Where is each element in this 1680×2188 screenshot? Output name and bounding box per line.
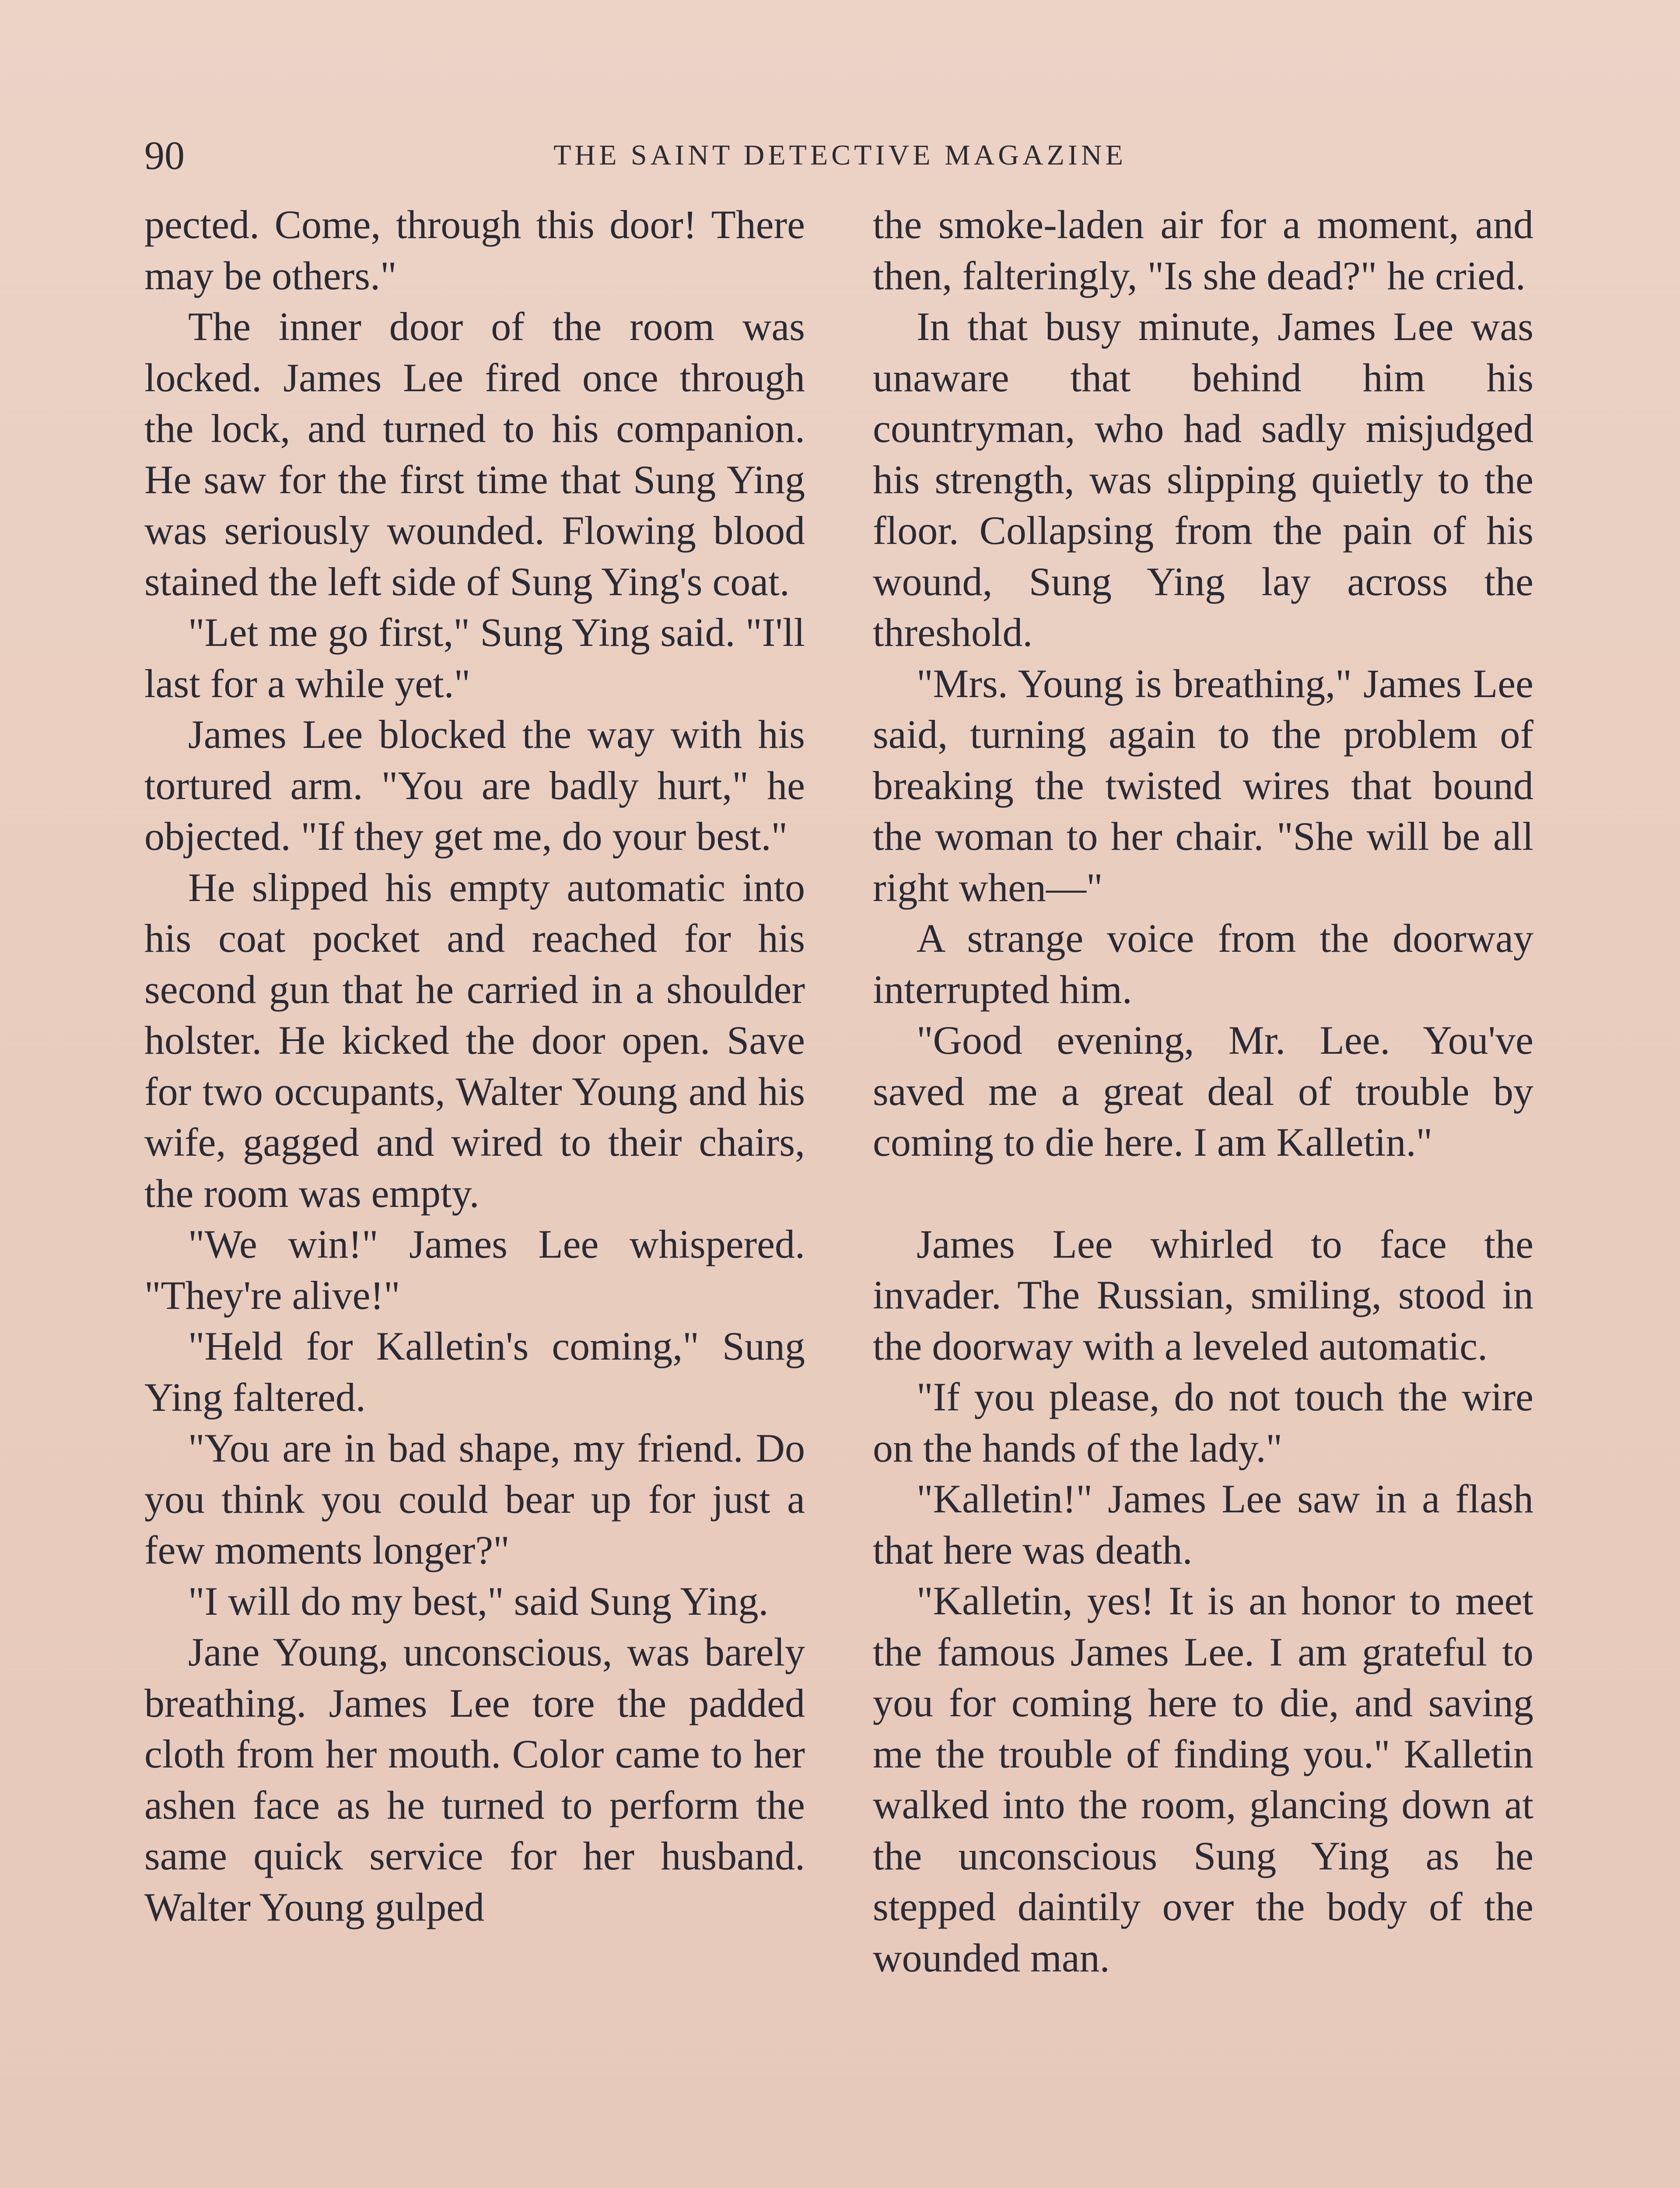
- page-header: [144, 131, 1536, 179]
- paragraph: James Lee blocked the way with his tortured arm. "You are badly hurt," he objected. "If they get me, do your best.": [144, 712, 805, 859]
- paragraph: the smoke-laden air for a moment, and then, falteringly, "Is she dead?" he cried.: [873, 202, 1533, 298]
- left-column: [144, 199, 805, 1932]
- paragraph: "You are in bad shape, my friend. Do you think you could bear up for just a few moments longer?": [144, 1426, 805, 1572]
- paragraph: "Let me go first," Sung Ying said. "I'll last for a while yet.": [144, 610, 805, 706]
- page-number: 90: [144, 133, 185, 178]
- paragraph: "I will do my best," said Sung Ying.: [188, 1578, 769, 1623]
- paragraph: In that busy minute, James Lee was unaware that behind him his countryman, who had sadly misjudged his strength, was slipping quietly to the floor. Collapsing from the pain of his wound, Sung Ying lay across the threshold.: [873, 304, 1533, 655]
- paragraph: "Kalletin, yes! It is an honor to meet the famous James Lee. I am grateful to you for coming here to die, and saving me the trouble of finding you." Kalletin walked into the room, glancing down at the unconscious Sung Ying as he stepped daintily over the body of the wounded man.: [873, 1578, 1533, 1980]
- paragraph: pected. Come, through this door! There may be others.": [144, 202, 805, 298]
- paragraph: "Mrs. Young is breathing," James Lee said, turning again to the problem of breaking the twisted wires that bound the woman to her chair. "She will be all right when—": [873, 661, 1533, 910]
- right-column: [873, 199, 1533, 1983]
- running-head: THE SAINT DETECTIVE MAGAZINE: [553, 139, 1127, 171]
- paragraph: Jane Young, unconscious, was barely breathing. James Lee tore the padded cloth from her mouth. Color came to her ashen face as he turned to perform the same quick service for her husband. Walter Young gulped: [144, 1630, 805, 1929]
- paragraph: "Good evening, Mr. Lee. You've saved me a great deal of trouble by coming to die here. I am Kalletin.": [873, 1018, 1533, 1164]
- paragraph: "We win!" James Lee whispered. "They're alive!": [144, 1222, 805, 1318]
- paragraph: A strange voice from the doorway interrupted him.: [873, 916, 1533, 1012]
- paragraph: "Kalletin!" James Lee saw in a flash that here was death.: [873, 1476, 1533, 1572]
- paragraph: "If you please, do not touch the wire on the hands of the lady.": [873, 1375, 1533, 1470]
- paragraph: "Held for Kalletin's coming," Sung Ying faltered.: [144, 1324, 805, 1420]
- paragraph: James Lee whirled to face the invader. The Russian, smiling, stood in the doorway with a leveled automatic.: [873, 1221, 1533, 1368]
- paragraph: He slipped his empty automatic into his coat pocket and reached for his second gun that he carried in a shoulder holster. He kicked the door open. Save for two occupants, Walter Young and his wife, gagged and wired to their chairs, the room was empty.: [144, 865, 805, 1216]
- paragraph: The inner door of the room was locked. James Lee fired once through the lock, and turned to his companion. He saw for the first time that Sung Ying was seriously wounded. Flowing blood stained the left side of Sung Ying's coat.: [144, 304, 805, 604]
